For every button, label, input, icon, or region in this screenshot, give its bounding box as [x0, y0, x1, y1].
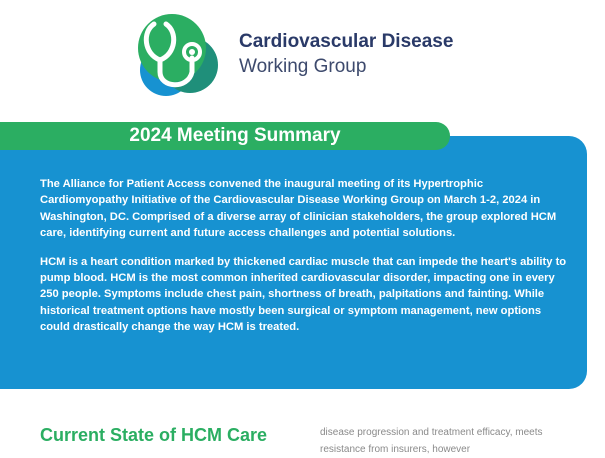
org-name-line1: Cardiovascular Disease [239, 31, 454, 52]
stethoscope-logo-icon [132, 10, 224, 102]
intro-paragraph-1: The Alliance for Patient Access convened the inaugural meeting of its Hypertrophic Cardiomyopathy Initiative of the Cardiovascular Disease Working Group on March 1-2, 2024 in Washington, DC. Comprised of a diverse array of clinician stakeholders, the group explored HCM care, identifying current and future access challenges and potential solutions. [40, 178, 557, 240]
intro-paragraph-2: HCM is a heart condition marked by thickened cardiac muscle that can impede the heart's ability to pump blood. HCM is the most common inherited cardiovascular disorder, impacting one in every 250 people. Symptoms include chest pain, shortness of breath, palpitations and fainting. While historical treatment options have mostly been surgical or symptom management, new options could drastically change the way HCM is treated. [40, 255, 567, 334]
section-heading: Current State of HCM Care [40, 425, 268, 445]
column-2-text: disease progression and treatment efficacy, meets resistance from insurers, however [320, 427, 543, 455]
org-name-line2: Working Group [239, 56, 367, 77]
banner-title: 2024 Meeting Summary [129, 125, 341, 146]
intro-panel [0, 136, 587, 389]
